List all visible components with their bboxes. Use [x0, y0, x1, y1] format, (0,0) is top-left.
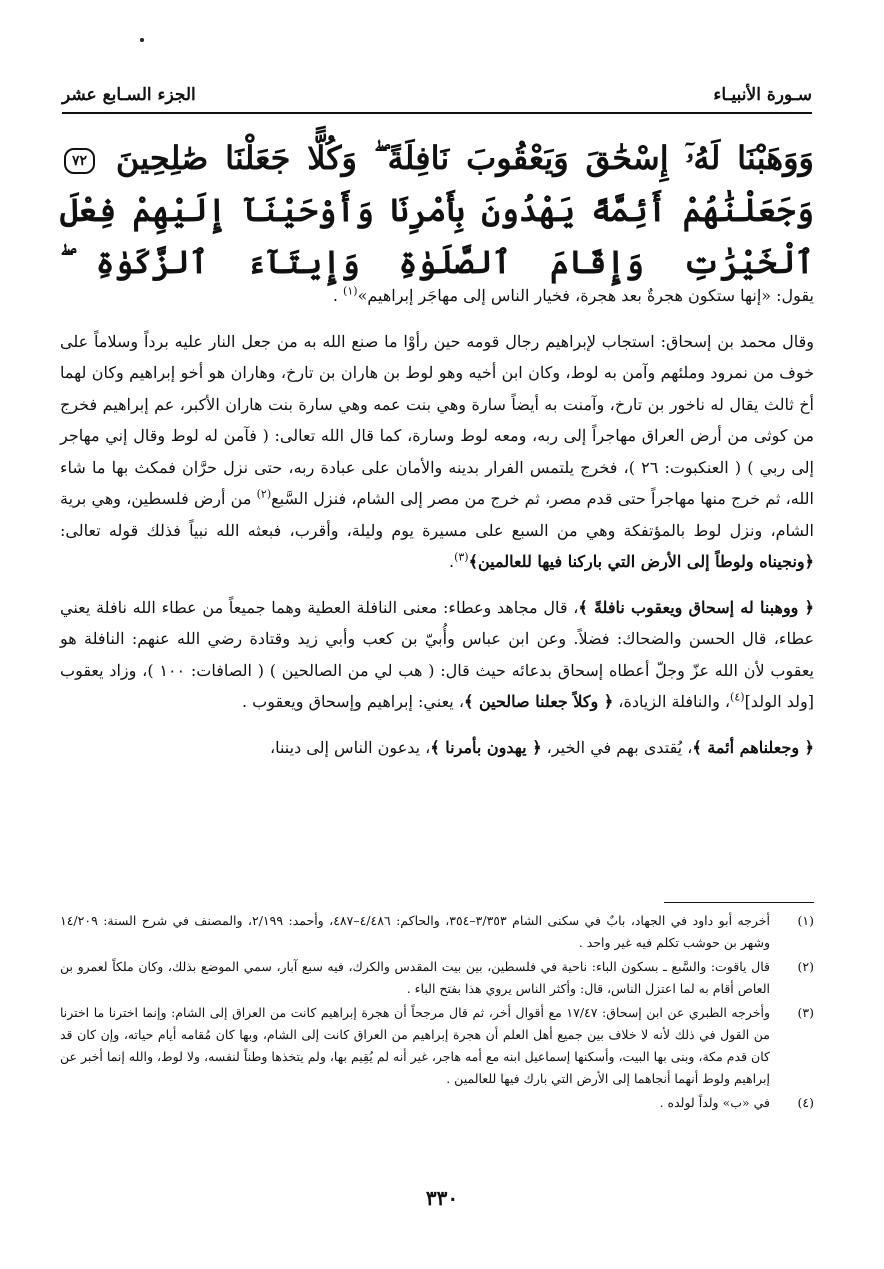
p2-text: وقال محمد بن إسحاق: استجاب لإبراهيم رجال قومه حين رأوْا ما صنع الله به من جعل النار عليه برداً وسلاماً على خوف من نمرود وملئهم وآمن به لوط، وكان ابن أخيه وهو لوط بن هاران بن تارخ، وهاران هو أخو إبراهيم وكان لهما أخ ثالث يقال له ناخور بن تارخ، وآمنت به أيضاً سارة وهي بنت عمه وهي سارة بنت هاران الأكبر، عم إبراهيم فخرج من كوثى من أرض العراق مهاجراً إلى ربه، ومعه لوط وسارة، كما قال الله تعالى: ( فآمن له لوط وقال إني مهاجر إلى ربي ) ( العنكبوت: ٢٦ )، فخرج يلتمس الفرار بدينه والأمان على عبادة ربه، حتى نزل حرَّان فمكث بها ما شاء الله، ثم خرج منها مهاجراً حتى قدم مصر، ثم خرج من مصر إلى الشام، فنزل السَّبع	[60, 331, 815, 508]
paragraph-1	[60, 280, 814, 312]
footnote-3	[60, 1002, 814, 1090]
p4-text: ، يُقتدى بهم في الخير،	[541, 737, 693, 757]
p3-end: ، يعني: إبراهيم وإسحاق ويعقوب .	[241, 692, 464, 711]
p2-cont: من أرض فلسطين، وهي برية الشام، ونزل لوط بالمؤتفكة وهي من السبع على مسيرة يوم وليلة، وأقرب، فبعثه الله نبياً فذلك قوله تعالى:	[60, 489, 815, 540]
p2-quote: ﴿ونجيناه ولوطاً إلى الأرض التي باركنا فيها للعالمين﴾	[468, 552, 814, 571]
part-title: الجزء السـابع عشر	[62, 85, 196, 105]
footnote-text: قال ياقوت: والسَّبع ـ بسكون الباء: ناحية في فلسطين، بين بيت المقدس والكرك، فيه سبع آبار، سمي الموضع بذلك، وكان ملكاً لعمرو بن العاص أقام به لما اعتزل الناس، قال: وأكثر الناس يروي هذا بفتح الباء .	[60, 959, 770, 996]
quran-line1-b: وَجَعَلْنَٰهُمْ أَئِمَّةً	[591, 191, 815, 229]
commentary-body	[60, 280, 814, 763]
footnotes	[60, 910, 814, 1116]
footnote-ref-4: (٤)	[730, 690, 745, 704]
paragraph-2	[60, 326, 814, 578]
footnote-number: (١)	[797, 913, 814, 928]
p4-quote-2: ﴿ يهدون بأمرنا ﴾	[430, 737, 542, 757]
paragraph-3	[60, 592, 814, 718]
p4-quote: ﴿ وجعلناهم أئمة ﴾	[692, 737, 814, 757]
ayah-number-marker: ٧٢	[64, 148, 95, 174]
footnote-number: (٢)	[797, 959, 814, 974]
p3-quote: ﴿ ووهبنا له إسحاق ويعقوب نافلةً ﴾	[578, 597, 814, 617]
p3-text: ، قال مجاهد وعطاء: معنى النافلة العطية وهما جميعاً من عطاء الله نافلة يعني عطاء، قال الحسن والضحاك: فضلاً. وعن ابن عباس وأُبيّ بن كعب وأبي زيد وقتادة رضي الله عنهم: النافلة هو يعقوب لأن الله عزّ وجلّ أعطاه إسحاق بدعائه حيث قال: ( هب لي من الصالحين ) ( الصافات: ١٠٠ )، وزاد يعقوب [ولد الولد]	[60, 597, 815, 711]
p1-end: .	[332, 286, 344, 305]
footnote-4	[60, 1092, 814, 1114]
quran-line1-a: وَوَهَبْنَا لَهُۥٓ إِسْحَٰقَ وَيَعْقُوبَ نَافِلَةً ۖ وَكُلًّا جَعَلْنَا صَٰلِحِينَ	[115, 139, 815, 177]
p3-quote-2: ﴿ وكلاً جعلنا صالحين ﴾	[464, 692, 614, 711]
footnote-ref-1: (١)	[343, 284, 358, 298]
footnote-text: أخرجه أبو داود في الجهاد، بابٌ في سكنى الشام ٣/٣٥٣–٣٥٤، والحاكم: ٤/٤٨٦–٤٨٧، وأحمد: ٢/١٩٩، والمصنف في شرح السنة: ١٤/٢٠٩ وشهر بن حوشب تكلم فيه غير واحد .	[60, 913, 771, 950]
surah-title: سـورة الأنبيـاء	[713, 85, 812, 105]
footnote-text: في «ب» ولداً لولده .	[659, 1095, 770, 1110]
paragraph-4	[60, 732, 814, 764]
page-number: ٣٣٠	[425, 1186, 459, 1210]
footnote-number: (٣)	[797, 1005, 814, 1020]
page-header	[62, 78, 812, 112]
p2-end: .	[448, 552, 455, 571]
footnote-2	[60, 956, 814, 1000]
quran-verse	[60, 132, 814, 288]
stray-dot	[140, 38, 144, 42]
footnote-rule	[664, 902, 814, 903]
footnote-number: (٤)	[797, 1095, 814, 1110]
footnote-1	[60, 910, 814, 954]
header-rule	[62, 112, 812, 114]
footnote-text: وأخرجه الطبري عن ابن إسحاق: ١٧/٤٧ مع أقوال أخر، ثم قال مرجحاً أن هجرة إبراهيم كانت من العراق إلى الشام: وإنما اخترنا ما اخترنا من القول في ذلك لأنه لا خلاف بين جميع أهل العلم أن هجرة إبراهيم من العراق كانت إلى الشام، وبها كان مُقامه أيام حياته، وإن كان قد كان قدم مكة، وبنى بها البيت، وأسكنها إسماعيل ابنه مع أمه هاجر، غير أنه لم يُقِيم بها، ولم يتخذها وطناً لنفسه، ولا لوط، والله إنما أخبر عن إبراهيم ولوط أنهما أنجاهما إلى الأرض التي بارك فيها للعالمين .	[60, 1005, 770, 1086]
footnote-ref-2: (٢)	[256, 487, 272, 501]
p4-end: ، يدعون الناس إلى ديننا،	[269, 737, 431, 757]
quran-line2: يَهْدُونَ بِأَمْرِنَا وَأَوْحَيْنَآ إِلَيْهِمْ فِعْلَ ٱلْخَيْرَٰتِ وَإِقَامَ ٱلصَّلَوٰةِ وَإِيتَآءَ ٱلزَّكَوٰةِ ۖ	[60, 191, 814, 281]
p1-text: يقول: «إنها ستكون هجرةٌ بعد هجرة، فخيار الناس إلى مهاجَر إبراهيم»	[357, 286, 814, 305]
p3-cont: ، والنافلة الزيادة،	[613, 692, 731, 711]
footnote-ref-3: (٣)	[454, 550, 469, 564]
